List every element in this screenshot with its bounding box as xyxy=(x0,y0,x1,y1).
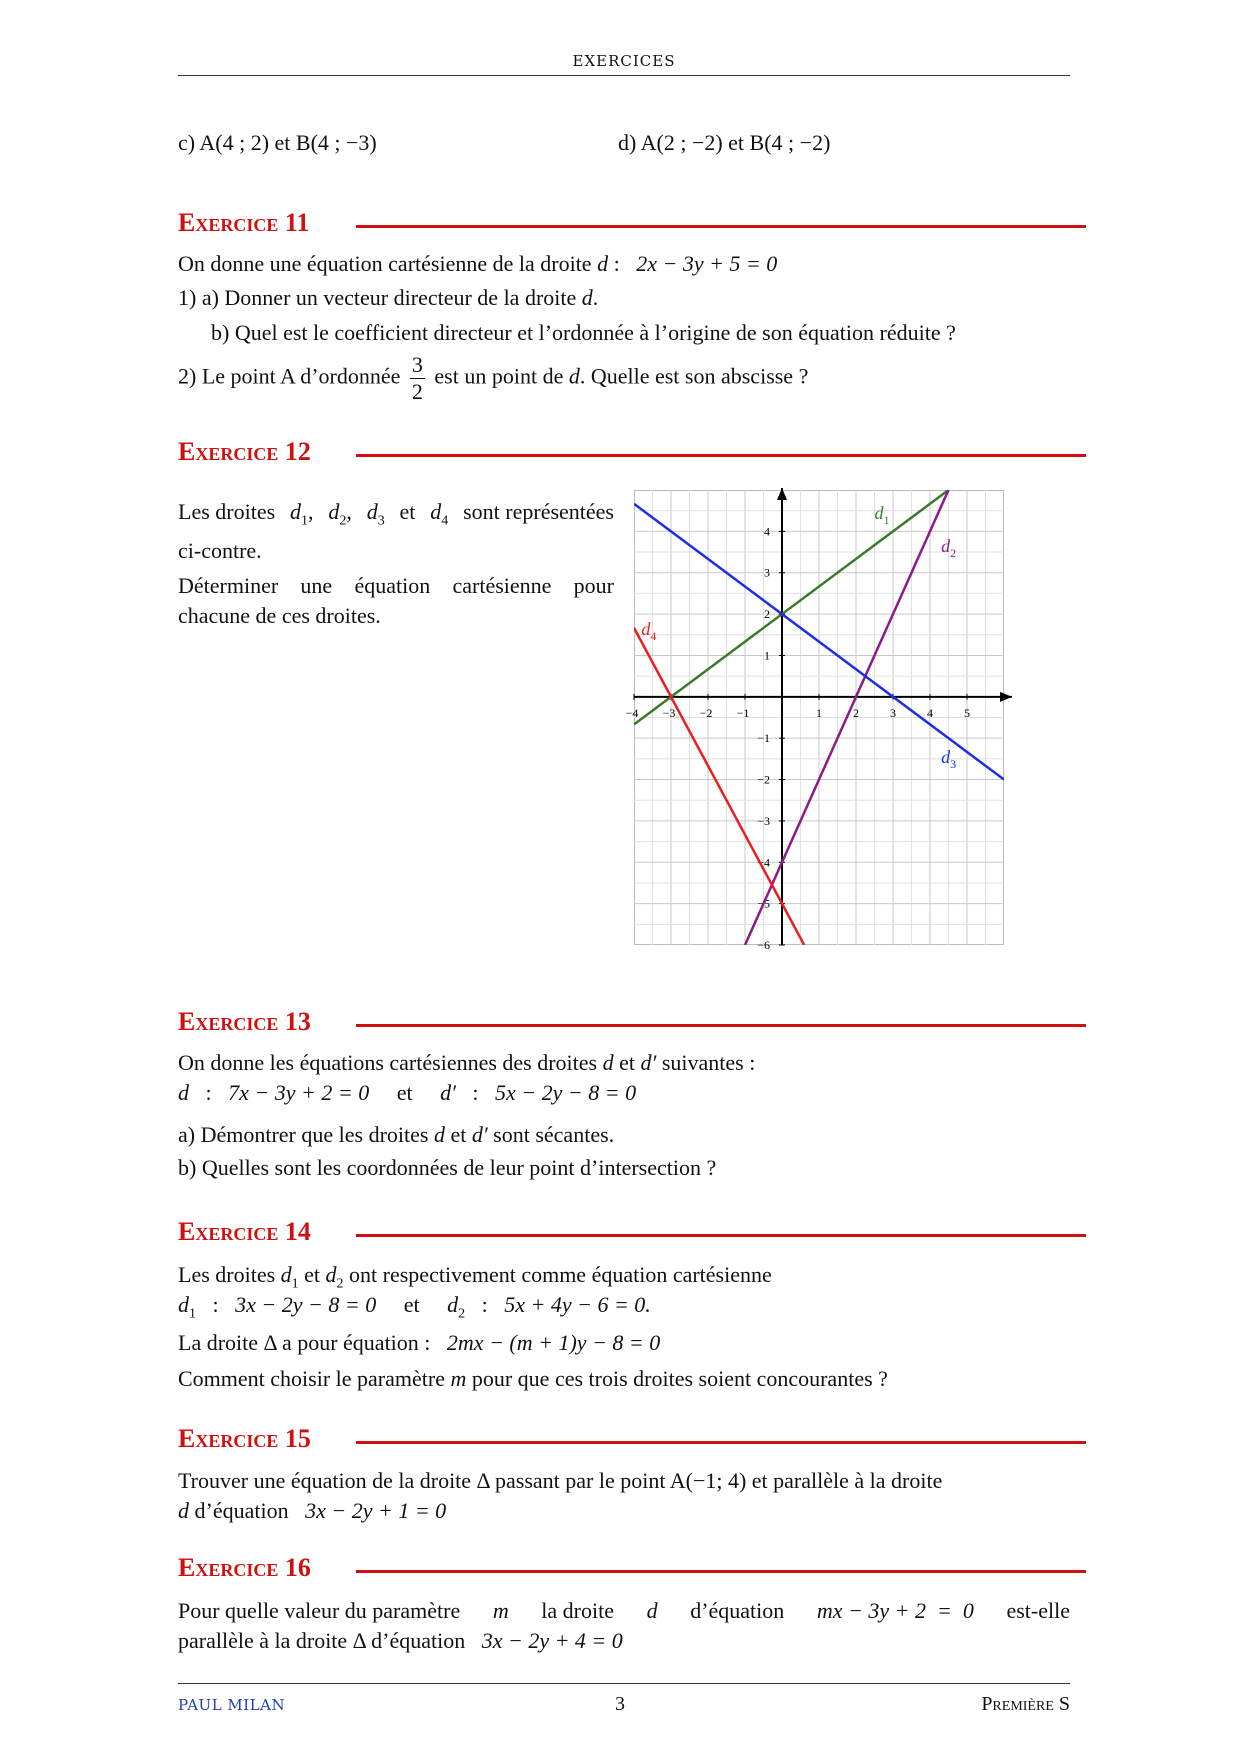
x-tick-label: 4 xyxy=(927,705,933,720)
ex12-d3-sub: 3 xyxy=(377,513,385,529)
y-tick-label: −3 xyxy=(757,813,770,828)
exercise-12-title: Exercice 12 xyxy=(178,437,311,466)
footer-author: PAUL MILAN xyxy=(178,1696,286,1714)
ex11-equation: 2x − 3y + 5 = 0 xyxy=(636,251,778,276)
ex11-fraction xyxy=(410,352,425,405)
x-tick-label: −1 xyxy=(736,705,750,720)
ex14-d1-sub: 1 xyxy=(291,1276,299,1292)
ex11-frac-num: 3 xyxy=(411,352,423,377)
ex13-dp: d′ xyxy=(640,1050,657,1075)
ex11-intro-text: On donne une équation cartésienne de la droite xyxy=(178,251,592,276)
ex16-line-1 xyxy=(178,1596,1070,1626)
ex12-d2: d xyxy=(328,499,340,524)
ex14-et: et xyxy=(304,1262,321,1287)
ex12-et: et xyxy=(399,499,416,524)
exercise-16-heading xyxy=(178,1553,1086,1587)
ex13-qa-a: a) Démontrer que les droites xyxy=(178,1122,429,1147)
ex15-line-2-text: d’équation xyxy=(194,1498,289,1523)
ex11-q2-suffix: . Quelle est son abscisse ? xyxy=(579,363,809,389)
ex14-eq-et: et xyxy=(403,1292,420,1317)
exercise-13-title: Exercice 13 xyxy=(178,1007,311,1036)
ex12-d4: d xyxy=(430,499,442,524)
ex11-q2-var: d xyxy=(568,363,580,389)
ex14-eq2-sep: : xyxy=(481,1292,488,1317)
ex12-d1: d xyxy=(290,499,301,524)
exercise-15-rule xyxy=(356,1441,1086,1444)
running-header: EXERCICES xyxy=(572,52,676,70)
ex11-q1a-var: d xyxy=(581,285,593,310)
x-tick-label: −4 xyxy=(625,705,639,720)
y-tick-label: 2 xyxy=(764,607,770,622)
ex14-eq1-label: d xyxy=(178,1292,189,1317)
ex14-eq1-sep: : xyxy=(212,1292,219,1317)
ex16-d: d xyxy=(646,1598,658,1623)
ex13-equations xyxy=(178,1078,636,1108)
series-label-subscript: 4 xyxy=(650,628,657,643)
ex12-d1-sub: 1 xyxy=(301,513,308,529)
ex13-intro-a: On donne les équations cartésiennes des droites xyxy=(178,1050,598,1075)
series-label-d2: $d_2$ xyxy=(941,536,957,561)
series-label-subscript: 1 xyxy=(883,512,890,527)
exercise-11-rule xyxy=(356,225,1086,228)
ex12-p2-b: chacune de ces droites. xyxy=(178,603,381,628)
ex15-equation: 3x − 2y + 1 = 0 xyxy=(305,1498,447,1523)
ex12-d3: d xyxy=(366,499,378,524)
ex13-eq2-label: d′ xyxy=(440,1080,456,1105)
ex11-q1a-text: 1) a) Donner un vecteur directeur de la droite xyxy=(178,285,577,310)
exercise-15-heading xyxy=(178,1424,1086,1458)
ex13-qa-d: d xyxy=(433,1122,445,1147)
ex14-eq2-label-sub: 2 xyxy=(458,1306,466,1322)
ex11-colon: : xyxy=(608,251,620,276)
ex14-intro-a: Les droites xyxy=(178,1262,276,1287)
ex13-d: d xyxy=(602,1050,614,1075)
ex11-q2-mid: est un point de xyxy=(434,363,564,389)
ex13-eq-et: et xyxy=(396,1080,413,1105)
exercise-14-rule xyxy=(356,1234,1086,1237)
exercise-16-rule xyxy=(356,1570,1086,1573)
y-tick-label: 1 xyxy=(764,648,770,663)
y-tick-label: −2 xyxy=(757,772,770,787)
x-tick-label: 5 xyxy=(964,705,970,720)
y-tick-label: −6 xyxy=(757,938,770,952)
ex12-p2-a: Déterminer une équation cartésienne pour xyxy=(178,573,614,598)
y-tick-label: 3 xyxy=(764,565,770,580)
ex12-comma-2: , xyxy=(346,499,352,524)
ex13-qa-dp: d′ xyxy=(471,1122,488,1147)
ex14-d2-sub: 2 xyxy=(336,1276,344,1292)
ex15-line-1: Trouver une équation de la droite Δ passant par le point A(−1; 4) et parallèle à la droite xyxy=(178,1468,943,1493)
ex11-q2-prefix: 2) Le point A d’ordonnée xyxy=(178,363,401,389)
ex13-intro xyxy=(178,1048,755,1078)
ex13-eq1-sep: : xyxy=(205,1080,212,1105)
ex14-eq2-label: d xyxy=(447,1292,459,1317)
ex11-intro xyxy=(178,249,777,279)
ex16-line-1-c: d’équation xyxy=(690,1598,785,1623)
ex12-d2-sub: 2 xyxy=(339,513,347,529)
ex12-comma-1: , xyxy=(308,499,314,524)
ex11-q1b: b) Quel est le coefficient directeur et l’ordonnée à l’origine de son équation réduite ? xyxy=(211,320,956,345)
y-tick-label: −4 xyxy=(757,855,770,870)
ex13-qa xyxy=(178,1120,614,1150)
ex12-p1-b: sont représentées xyxy=(463,499,614,524)
ex14-eq1-label-sub: 1 xyxy=(189,1306,196,1322)
exercise-14-heading xyxy=(178,1217,1086,1251)
item-c: c) A(4 ; 2) et B(4 ; −3) xyxy=(178,130,377,155)
ex16-line-2-eq: 3x − 2y + 4 = 0 xyxy=(481,1628,623,1653)
series-label-d3: $d_3$ xyxy=(941,747,957,771)
ex11-var-d: d xyxy=(597,251,609,276)
x-tick-label: −2 xyxy=(699,705,713,720)
ex15-var-d: d xyxy=(178,1498,189,1523)
ex13-eq2: 5x − 2y − 8 = 0 xyxy=(495,1080,637,1105)
x-tick-label: 1 xyxy=(816,705,822,720)
exercise-14-title: Exercice 14 xyxy=(178,1217,311,1246)
ex14-eq1: 3x − 2y − 8 = 0 xyxy=(235,1292,377,1317)
ex13-intro-b: suivantes : xyxy=(661,1050,756,1075)
ex13-qa-et: et xyxy=(450,1122,467,1147)
ex13-eq1: 7x − 3y + 2 = 0 xyxy=(228,1080,370,1105)
series-label-d1: $d_1$ xyxy=(874,502,890,527)
ex12-paragraph-2 xyxy=(178,571,614,631)
ex12-d4-sub: 4 xyxy=(441,513,449,529)
y-tick-label: −5 xyxy=(757,896,770,911)
ex16-line-1-a: Pour quelle valeur du paramètre xyxy=(178,1598,461,1623)
ex11-q1a-period: . xyxy=(592,285,599,310)
exercise-12-rule xyxy=(356,454,1086,457)
ex14-eq2: 5x + 4y − 6 = 0. xyxy=(504,1292,651,1317)
ex16-m: m xyxy=(492,1598,509,1623)
exercise-15-title: Exercice 15 xyxy=(178,1424,311,1453)
header-rule xyxy=(178,75,1070,76)
ex12-paragraph-1 xyxy=(178,497,614,566)
item-d: d) A(2 ; −2) et B(4 ; −2) xyxy=(618,130,831,155)
footer-rule xyxy=(178,1683,1070,1684)
ex13-qa-b: sont sécantes. xyxy=(493,1122,615,1147)
x-tick-label: −3 xyxy=(662,705,676,720)
ex16-line-1-eq: mx − 3y + 2 = 0 xyxy=(816,1598,974,1623)
exercise-11-title: Exercice 11 xyxy=(178,208,310,237)
ex13-eq2-sep: : xyxy=(472,1080,479,1105)
series-label-subscript: 2 xyxy=(950,546,957,561)
ex11-q1a xyxy=(178,283,598,313)
exercise-12-heading xyxy=(178,437,1086,471)
y-tick-label: −1 xyxy=(757,731,770,746)
exercise-13-heading xyxy=(178,1007,1086,1041)
ex13-et: et xyxy=(619,1050,635,1075)
ex14-question-b: pour que ces trois droites soient concourantes ? xyxy=(471,1366,888,1391)
series-label-d4: $d_4$ xyxy=(641,618,657,643)
ex14-delta-eq: 2mx − (m + 1)y − 8 = 0 xyxy=(446,1330,661,1355)
ex16-line-1-d: est-elle xyxy=(1006,1598,1070,1623)
ex13-eq1-label: d xyxy=(178,1080,189,1105)
ex16-line-2 xyxy=(178,1626,623,1656)
series-label-subscript: 3 xyxy=(950,757,957,771)
y-tick-label: 4 xyxy=(764,524,770,539)
exercise-16-title: Exercice 16 xyxy=(178,1553,311,1582)
ex14-delta xyxy=(178,1328,660,1358)
ex14-equations xyxy=(178,1290,651,1329)
x-tick-label: 2 xyxy=(853,705,859,720)
ex16-line-1-b: la droite xyxy=(541,1598,614,1623)
exercise-11-heading xyxy=(178,208,1086,242)
ex14-intro-b: ont respectivement comme équation cartésienne xyxy=(349,1262,772,1287)
ex11-frac-den: 2 xyxy=(411,379,423,404)
ex14-delta-text: La droite Δ a pour équation : xyxy=(178,1330,431,1355)
ex14-question-a: Comment choisir le paramètre xyxy=(178,1366,445,1391)
ex14-m: m xyxy=(450,1366,467,1391)
x-tick-label: 3 xyxy=(890,705,896,720)
x-axis-arrow xyxy=(1000,692,1012,702)
footer-page-number: 3 xyxy=(615,1693,625,1715)
ex14-d1: d xyxy=(280,1262,292,1287)
ex14-question xyxy=(178,1364,888,1394)
lines-chart xyxy=(625,490,1054,955)
ex11-q2 xyxy=(178,352,808,405)
ex15-line-2 xyxy=(178,1496,446,1526)
footer-course: Première S xyxy=(981,1693,1070,1715)
ex14-d2: d xyxy=(325,1262,337,1287)
ex16-line-2-a: parallèle à la droite Δ d’équation xyxy=(178,1628,466,1653)
exercise-13-rule xyxy=(356,1024,1086,1027)
ex12-p1-a: Les droites xyxy=(178,499,276,524)
ex13-qb: b) Quelles sont les coordonnées de leur point d’intersection ? xyxy=(178,1155,717,1180)
ex12-p1-c: ci-contre. xyxy=(178,538,262,564)
